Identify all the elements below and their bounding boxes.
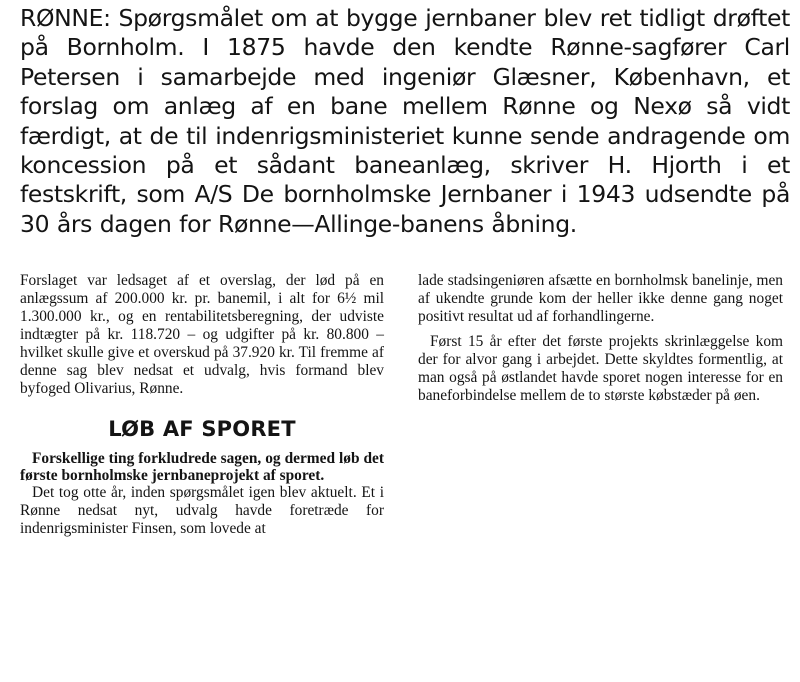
section-heading: LØB AF SPORET (108, 417, 296, 441)
right-column (418, 272, 783, 405)
left-paragraph-1: Forslaget var ledsaget af et overslag, der lød på en anlægssum af 200.000 kr. pr. banemil, i alt for 6½ mil 1.300.000 kr., og en rentabilitetsberegning, der udviste indtægter på kr. 118.720 – og udgifter på kr. 80.800 – hvilket skulle give et overskud på 37.920 kr. Til fremme af denne sag blev nedsat et udvalg, hvis formand blev byfoged Olivarius, Rønne. (20, 272, 384, 397)
left-column (20, 272, 384, 538)
section-subheading: Forskellige ting forkludrede sagen, og dermed løb det første bornholmske jernbaneprojekt af sporet. (20, 450, 384, 484)
right-paragraph-1: lade stadsingeniøren afsætte en bornholmsk banelinje, men af ukendte grunde kom der heller ikke denne gang noget positivt resultat ud af forhandlingerne. (418, 272, 783, 325)
left-paragraph-2: Det tog otte år, inden spørgsmålet igen blev aktuelt. Et i Rønne nedsat nyt, udvalg havde foretræde for indenrigsminister Finsen, som lovede at (20, 484, 384, 537)
lead-paragraph: RØNNE: Spørgsmålet om at bygge jernbaner blev ret tidligt drøftet på Bornholm. I 1875 havde den kendte Rønne-sagfører Carl Petersen i samarbejde med ingeniør Glæsner, København, et forslag om anlæg af en bane mellem Rønne og Nexø så vidt færdigt, at de til indenrigsministeriet kunne sende andragende om koncession på et sådant baneanlæg, skriver H. Hjorth i et festskrift, som A/S De bornholmske Jernbaner i 1943 udsendte på 30 års dagen for Rønne—Allinge-banens åbning. (20, 4, 790, 238)
right-paragraph-2: Først 15 år efter det første projekts skrinlæggelse kom der for alvor gang i arbejdet. Dette skyldtes formentlig, at man også på østlandet havde sporet nogen interesse for en baneforbindelse mellem de to største købstæder på øen. (418, 333, 783, 404)
